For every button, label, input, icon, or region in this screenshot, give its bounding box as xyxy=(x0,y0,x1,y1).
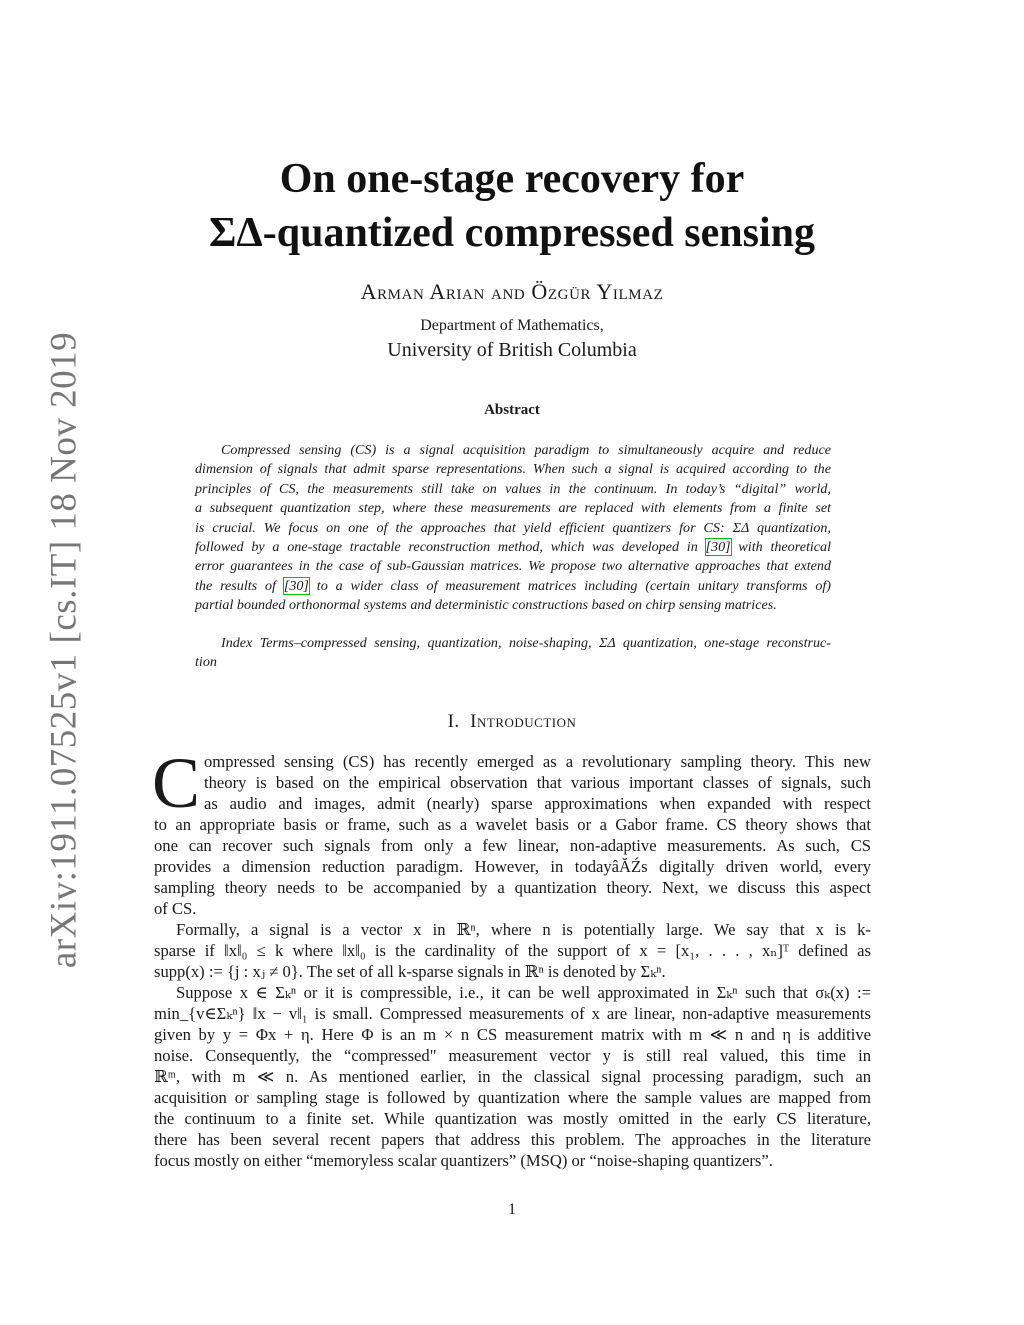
paragraph-line: as audio and images, admit (nearly) sparse approximations when expanded with respect xyxy=(204,794,871,813)
abstract-line: Compressed sensing (CS) is a signal acquisition paradigm to simultaneously acquire and reduce xyxy=(221,442,831,458)
abstract-text: followed by a one-stage tractable reconstruction method, which was developed in xyxy=(195,539,706,556)
paragraph-line: noise. Consequently, the “compressed" measurement vector y is still real valued, this time in xyxy=(154,1046,871,1065)
abstract-line: principles of CS, the measurements still take on values in the continuum. In today’s “digital” world, xyxy=(195,480,831,497)
abstract-line: a subsequent quantization step, where these measurements are replaced with elements from a finite set xyxy=(195,500,831,517)
citation-link[interactable]: [30] xyxy=(705,539,731,556)
abstract-line: partial bounded orthonormal systems and deterministic constructions based on chirp sensing matrices. xyxy=(195,597,777,614)
citation-link[interactable]: [30] xyxy=(283,577,309,594)
paragraph-line: the continuum to a finite set. While quantization was mostly omitted in the early CS literature, xyxy=(154,1109,871,1128)
abstract-heading: Abstract xyxy=(484,402,540,418)
introduction-body xyxy=(152,743,871,1171)
paragraph-line: one can recover such signals from only a few linear, non-adaptive measurements. As such, CS xyxy=(154,836,871,855)
paragraph-line: there has been several recent papers that address this problem. The approaches in the literature xyxy=(154,1130,871,1149)
title-line-2: ΣΔ-quantized compressed sensing xyxy=(208,210,816,256)
paragraph-line: of CS. xyxy=(154,899,197,918)
paragraph-line: sparse if ‖x‖₀ ≤ k where ‖x‖₀ is the cardinality of the support of x = [x₁, . . . , xₙ]ᵀ defined as xyxy=(154,941,871,960)
abstract-text: with theoretical xyxy=(730,539,831,556)
paragraph-line: theory is based on the empirical observation that various important classes of signals, such xyxy=(204,773,871,792)
section-heading xyxy=(0,711,1024,733)
index-terms-line: tion xyxy=(195,654,217,671)
abstract-body xyxy=(195,441,831,616)
abstract-text: to a wider class of measurement matrices including (certain unitary transforms of) xyxy=(308,577,831,594)
paragraph-line: focus mostly on either “memoryless scalar quantizers” (MSQ) or “noise-shaping quantizers”. xyxy=(154,1151,773,1170)
department: Department of Mathematics, xyxy=(420,317,604,334)
abstract-line xyxy=(195,577,831,596)
page-number: 1 xyxy=(508,1201,516,1218)
paragraph-line: Formally, a signal is a vector x in ℝⁿ, where n is potentially large. We say that x is k- xyxy=(176,920,871,939)
index-terms-line: Index Terms–compressed sensing, quantization, noise-shaping, ΣΔ quantization, one-stage reconstruc- xyxy=(221,635,831,651)
section-number: I. xyxy=(447,711,460,732)
section-title: Introduction xyxy=(470,711,577,732)
abstract-line xyxy=(195,538,831,557)
drop-cap: C xyxy=(152,743,201,823)
abstract-line: is crucial. We focus on one of the approaches that yield efficient quantizers for CS: ΣΔ quantization, xyxy=(195,519,831,536)
paragraph-line: Suppose x ∈ Σₖⁿ or it is compressible, i.e., it can be well approximated in Σₖⁿ such that σₖ(x) := xyxy=(176,983,871,1002)
paper-title xyxy=(0,152,1024,260)
paragraph-line: to an appropriate basis or frame, such as a wavelet basis or a Gabor frame. CS theory shows that xyxy=(154,815,871,834)
paragraph-line: given by y = Φx + η. Here Φ is an m × n CS measurement matrix with m ≪ n and η is additive xyxy=(154,1025,871,1044)
paragraph-line: supp(x) := {j : xⱼ ≠ 0}. The set of all k-sparse signals in ℝⁿ is denoted by Σₖⁿ. xyxy=(154,962,666,981)
paragraph-line: ℝᵐ, with m ≪ n. As mentioned earlier, in the classical signal processing paradigm, such an xyxy=(154,1067,871,1086)
arxiv-stamp: arXiv:1911.07525v1 [cs.IT] 18 Nov 2019 xyxy=(43,331,85,969)
university: University of British Columbia xyxy=(387,339,637,361)
paragraph-line: min_{v∈Σₖⁿ} ‖x − v‖₁ is small. Compressed measurements of x are linear, non-adaptive measurements xyxy=(154,1004,871,1023)
abstract-line: dimension of signals that admit sparse representations. When such a signal is acquired according to the xyxy=(195,461,831,478)
paragraph-line: ompressed sensing (CS) has recently emerged as a revolutionary sampling theory. This new xyxy=(204,752,871,771)
abstract-text: error guarantees in the case of sub-Gaussian matrices. We propose two alternative approaches that extend xyxy=(195,558,831,575)
title-line-1: On one-stage recovery for xyxy=(279,156,745,202)
affiliation xyxy=(0,316,1024,364)
paragraph-line: acquisition or sampling stage is followed by quantization where the sample values are mapped from xyxy=(154,1088,871,1107)
abstract-line xyxy=(195,557,831,576)
authors: Arman Arian and Özgür Yilmaz xyxy=(360,279,664,304)
paragraph-line: provides a dimension reduction paradigm. However, in todayâĂŹs digitally driven world, every xyxy=(154,857,871,876)
abstract-text: the results of xyxy=(195,577,284,594)
paragraph-line: sampling theory needs to be accompanied by a quantization theory. Next, we discuss this aspect xyxy=(154,878,871,897)
index-terms xyxy=(195,634,831,673)
